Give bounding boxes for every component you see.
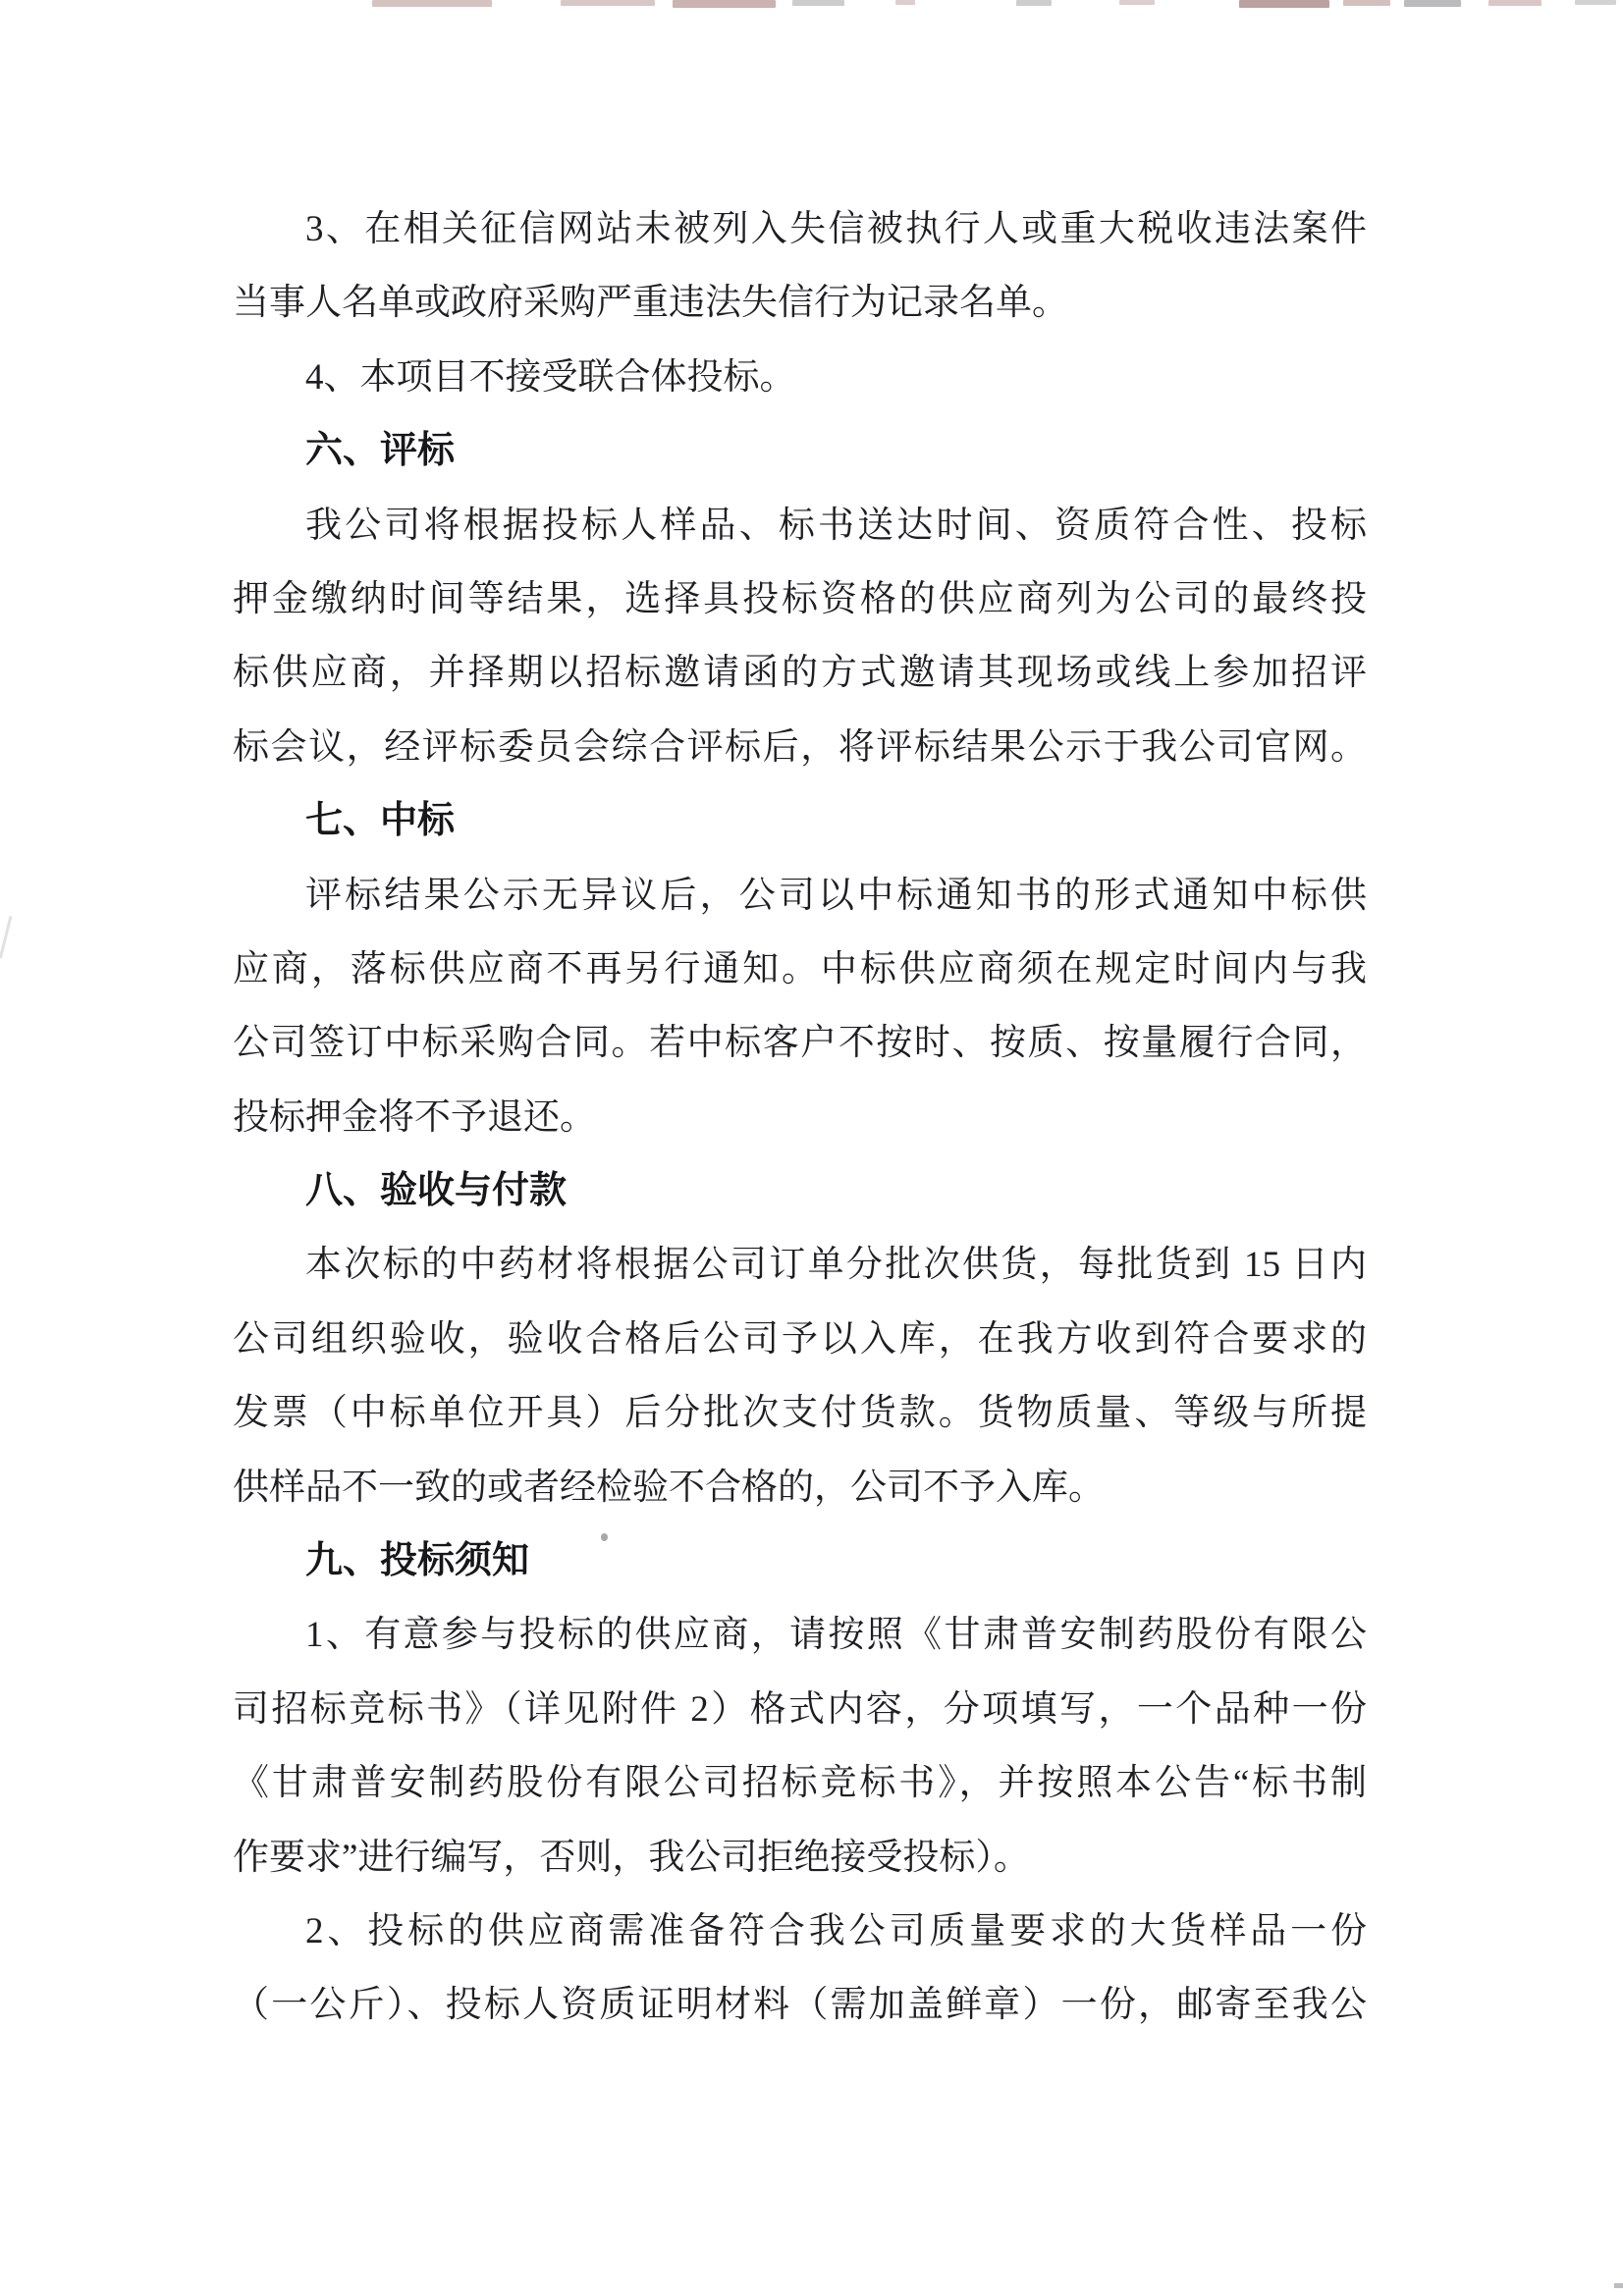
scan-fold-mark [0,916,22,961]
section-9-item-2-line-1: 2、投标的供应商需准备符合我公司质量要求的大货样品一份 [305,1910,1367,1951]
heading-section-8-acceptance-payment: 八、验收与付款 [305,1170,568,1212]
section-7-line-4: 投标押金将不予退还。 [233,1096,596,1138]
scan-artifact-corner [1614,2283,1623,2288]
section-8-line-1: 本次标的中药材将根据公司订单分批次供货，每批货到 15 日内 [305,1245,1367,1286]
document-body [233,192,1367,2043]
clause-4-line: 4、本项目不接受联合体投标。 [305,356,796,398]
section-8-line-2: 公司组织验收，验收合格后公司予以入库，在我方收到符合要求的 [233,1318,1367,1360]
section-8-line-4: 供样品不一致的或者经检验不合格的，公司不予入库。 [233,1467,1105,1508]
section-9-item-1-line-4: 作要求”进行编写，否则，我公司拒绝接受投标）。 [233,1837,1030,1878]
section-6-line-3: 标供应商，并择期以招标邀请函的方式邀请其现场或线上参加招评 [233,653,1367,694]
scan-artifact-top-edge [0,0,1623,14]
section-7-line-1: 评标结果公示无异议后，公司以中标通知书的形式通知中标供 [305,875,1367,916]
section-7-line-3: 公司签订中标采购合同。若中标客户不按时、按质、按量履行合同， [233,1023,1367,1064]
section-9-item-1-line-3: 《甘肃普安制药股份有限公司招标竞标书》，并按照本公告“标书制 [233,1763,1367,1804]
heading-section-7-award: 七、中标 [305,800,456,842]
section-9-item-1-line-2: 司招标竞标书》（详见附件 2）格式内容，分项填写，一个品种一份 [233,1688,1367,1730]
section-6-line-4: 标会议，经评标委员会综合评标后，将评标结果公示于我公司官网。 [233,726,1367,768]
heading-section-6-evaluation: 六、评标 [305,430,456,472]
section-6-line-1: 我公司将根据投标人样品、标书送达时间、资质符合性、投标 [305,505,1367,546]
section-7-line-2: 应商，落标供应商不再另行通知。中标供应商须在规定时间内与我 [233,948,1367,989]
section-9-item-1-line-1: 1、有意参与投标的供应商，请按照《甘肃普安制药股份有限公 [305,1615,1367,1656]
clause-3-line-1: 3、在相关征信网站未被列入失信被执行人或重大税收违法案件 [305,209,1367,249]
section-8-line-3: 发票（中标单位开具）后分批次支付货款。货物质量、等级与所提 [233,1393,1367,1434]
clause-3-line-2: 当事人名单或政府采购严重违法失信行为记录名单。 [233,283,1068,324]
section-9-item-2-line-2: （一公斤）、投标人资质证明材料（需加盖鲜章）一份，邮寄至我公 [233,1985,1367,2026]
section-6-line-2: 押金缴纳时间等结果，选择具投标资格的供应商列为公司的最终投 [233,578,1367,619]
heading-section-9-bid-notes: 九、投标须知 [305,1540,530,1582]
